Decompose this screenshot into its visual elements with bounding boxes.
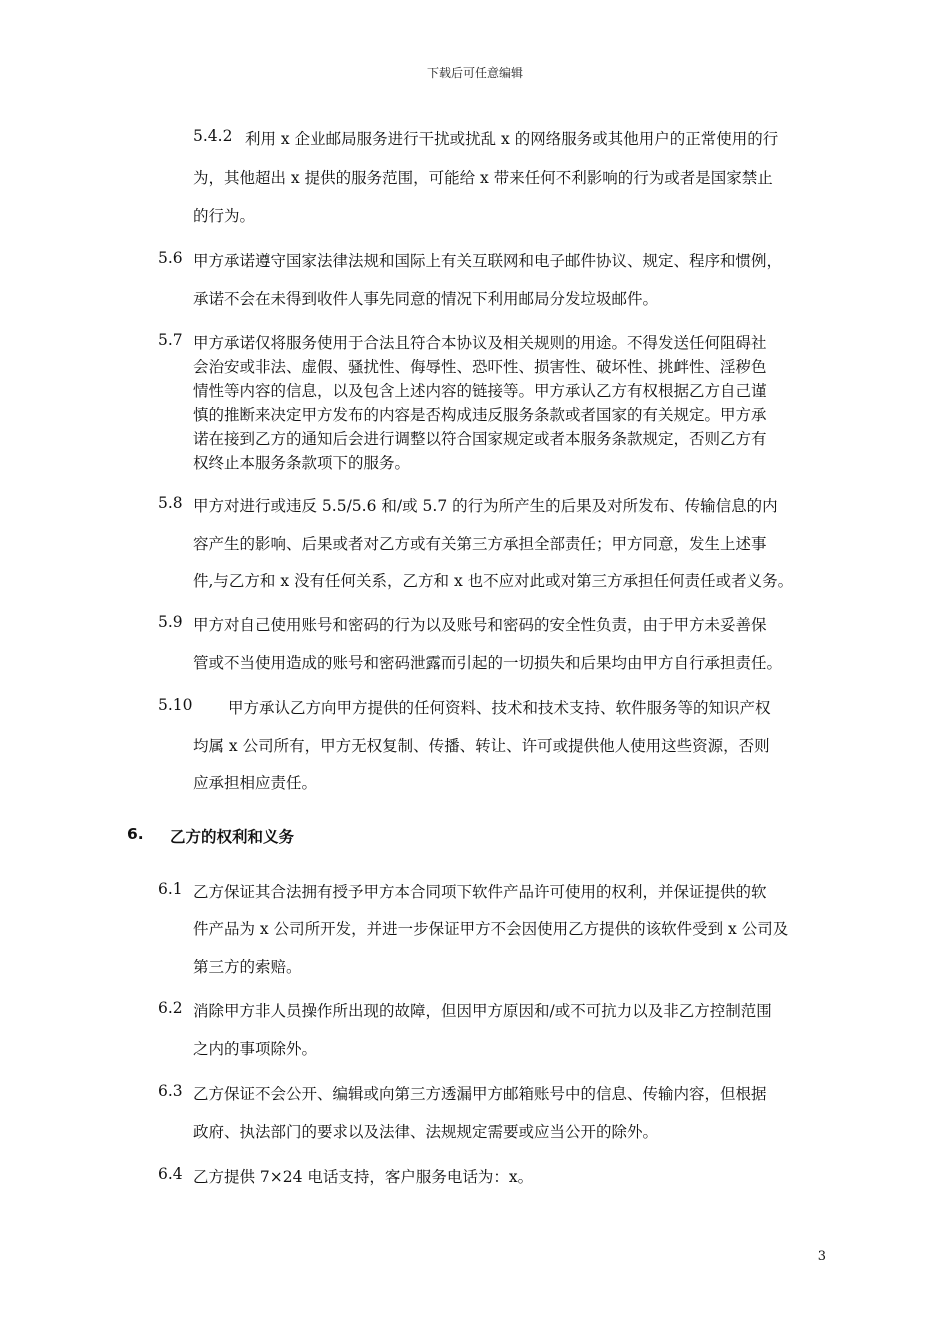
page-number: 3 [817, 1249, 826, 1264]
clause-line: 乙方提供 7×24 电话支持，客户服务电话为：x。 [193, 1168, 534, 1186]
clause-line: 为，其他超出 x 提供的服务范围，可能给 x 带来任何不利影响的行为或者是国家禁止 [193, 169, 773, 187]
clause-line: 应承担相应责任。 [193, 774, 318, 792]
clause-line: 会治安或非法、虚假、骚扰性、侮辱性、恐吓性、损害性、破坏性、挑衅性、淫秽色 [193, 358, 767, 376]
clause-line: 甲方对进行或违反 5.5/5.6 和/或 5.7 的行为所产生的后果及对所发布、传输信息的内 [193, 497, 778, 515]
clause-number: 5.7 [158, 331, 183, 349]
clause-line: 之内的事项除外。 [193, 1040, 318, 1058]
clause-line: 容产生的影响、后果或者对乙方或有关第三方承担全部责任；甲方同意，发生上述事 [193, 535, 767, 553]
clause-line: 消除甲方非人员操作所出现的故障，但因甲方原因和/或不可抗力以及非乙方控制范围 [193, 1002, 772, 1020]
clause-line: 甲方承诺遵守国家法律法规和国际上有关互联网和电子邮件协议、规定、程序和惯例， [193, 252, 783, 270]
clause-line: 甲方承诺仅将服务使用于合法且符合本协议及相关规则的用途。不得发送任何阻碍社 [193, 334, 767, 352]
clause-number: 5.10 [158, 696, 193, 714]
section-title: 乙方的权利和义务 [170, 828, 295, 846]
clause-line: 件产品为 x 公司所开发，并进一步保证甲方不会因使用乙方提供的该软件受到 x 公司及 [193, 920, 789, 938]
clause-line: 慎的推断来决定甲方发布的内容是否构成违反服务条款或者国家的有关规定。甲方承 [193, 406, 767, 424]
clause-line: 承诺不会在未得到收件人事先同意的情况下利用邮局分发垃圾邮件。 [193, 290, 659, 308]
clause-line: 乙方保证其合法拥有授予甲方本合同项下软件产品许可使用的权利，并保证提供的软 [193, 883, 767, 901]
clause-number: 5.6 [158, 249, 183, 267]
clause-line: 利用 x 企业邮局服务进行干扰或扰乱 x 的网络服务或其他用户的正常使用的行 [245, 130, 779, 148]
page-header: 下载后可任意编辑 [426, 66, 523, 80]
clause-line: 诺在接到乙方的通知后会进行调整以符合国家规定或者本服务条款规定，否则乙方有 [193, 430, 767, 448]
clause-line: 的行为。 [193, 207, 256, 225]
clause-number: 5.9 [158, 613, 183, 631]
clause-number: 6.4 [158, 1165, 183, 1183]
clause-number: 6.3 [158, 1082, 183, 1100]
clause-number: 6.2 [158, 999, 183, 1017]
clause-line: 政府、执法部门的要求以及法律、法规规定需要或应当公开的除外。 [193, 1123, 659, 1141]
clause-number: 5.8 [158, 494, 183, 512]
clause-line: 第三方的索赔。 [193, 958, 302, 976]
clause-line: 乙方保证不会公开、编辑或向第三方透漏甲方邮箱账号中的信息、传输内容，但根据 [193, 1085, 767, 1103]
section-number: 6. [127, 825, 144, 843]
clause-line: 情性等内容的信息，以及包含上述内容的链接等。甲方承认乙方有权根据乙方自己谨 [193, 382, 767, 400]
clause-number: 6.1 [158, 880, 183, 898]
clause-line: 管或不当使用造成的账号和密码泄露而引起的一切损失和后果均由甲方自行承担责任。 [193, 654, 783, 672]
clause-line: 件,与乙方和 x 没有任何关系，乙方和 x 也不应对此或对第三方承担任何责任或者义务。 [193, 572, 794, 590]
clause-line: 甲方承认乙方向甲方提供的任何资料、技术和技术支持、软件服务等的知识产权 [228, 699, 771, 717]
clause-number: 5.4.2 [193, 127, 233, 145]
clause-line: 权终止本服务条款项下的服务。 [193, 454, 411, 472]
clause-line: 均属 x 公司所有，甲方无权复制、传播、转让、许可或提供他人使用这些资源，否则 [193, 737, 770, 755]
clause-line: 甲方对自己使用账号和密码的行为以及账号和密码的安全性负责，由于甲方未妥善保 [193, 616, 767, 634]
